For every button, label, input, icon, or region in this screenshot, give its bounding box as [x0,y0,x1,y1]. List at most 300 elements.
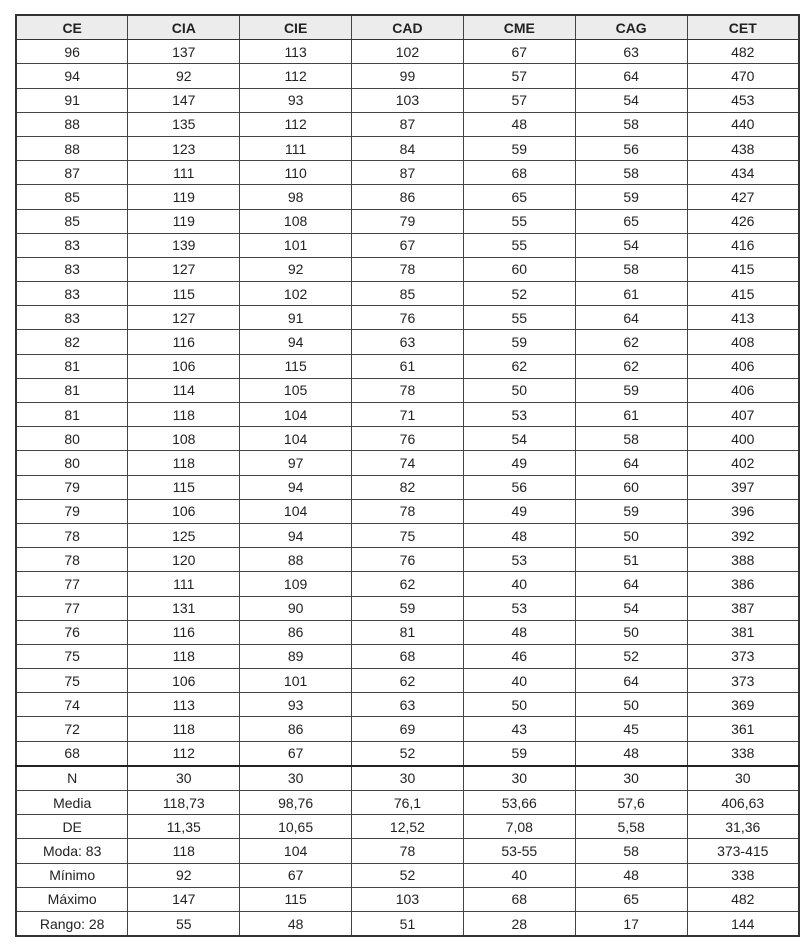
cell-cag: 48 [575,741,687,766]
cell-cag: 57,6 [575,791,687,815]
cell-cag: 64 [575,572,687,596]
cell-cad: 69 [352,717,464,741]
cell-cme: 53 [463,548,575,572]
cell-cet: 413 [687,306,799,330]
scores-table [15,14,800,937]
table-row [16,282,799,306]
cell-ce: 79 [16,475,128,499]
cell-ce: Media [16,791,128,815]
cell-cet: 426 [687,209,799,233]
cell-cet: 388 [687,548,799,572]
cell-cet: 396 [687,499,799,523]
cell-cag: 45 [575,717,687,741]
cell-cad: 63 [352,693,464,717]
cell-cie: 104 [240,499,352,523]
cell-ce: 88 [16,112,128,136]
cell-cag: 5,58 [575,815,687,839]
cell-cme: 54 [463,427,575,451]
cell-ce: 83 [16,306,128,330]
cell-cet: 31,36 [687,815,799,839]
cell-cad: 86 [352,185,464,209]
cell-cet: 30 [687,766,799,791]
cell-cag: 64 [575,64,687,88]
cell-cme: 59 [463,330,575,354]
cell-cia: 55 [128,911,240,936]
table-row [16,88,799,112]
cell-cag: 52 [575,644,687,668]
cell-cet: 440 [687,112,799,136]
cell-cme: 56 [463,475,575,499]
cell-cie: 111 [240,136,352,160]
cell-cag: 58 [575,257,687,281]
cell-ce: 83 [16,257,128,281]
cell-cme: 67 [463,40,575,64]
cell-cad: 78 [352,499,464,523]
cell-cme: 52 [463,282,575,306]
table-row [16,596,799,620]
cell-cag: 54 [575,596,687,620]
column-header-cie: CIE [240,15,352,40]
cell-cet: 406,63 [687,791,799,815]
cell-cet: 406 [687,354,799,378]
cell-ce: 96 [16,40,128,64]
table-row [16,741,799,766]
cell-cme: 57 [463,64,575,88]
cell-cme: 53 [463,403,575,427]
cell-cad: 82 [352,475,464,499]
table-row [16,306,799,330]
cell-cie: 101 [240,233,352,257]
cell-cia: 119 [128,209,240,233]
summary-row [16,815,799,839]
cell-cie: 90 [240,596,352,620]
cell-ce: Rango: 28 [16,911,128,936]
cell-cme: 59 [463,741,575,766]
summary-row [16,766,799,791]
cell-cad: 12,52 [352,815,464,839]
cell-cie: 30 [240,766,352,791]
cell-cme: 57 [463,88,575,112]
cell-cia: 92 [128,64,240,88]
cell-cia: 112 [128,741,240,766]
cell-cie: 86 [240,620,352,644]
cell-cia: 106 [128,669,240,693]
cell-cag: 54 [575,88,687,112]
cell-cia: 125 [128,523,240,547]
column-header-ce: CE [16,15,128,40]
cell-cad: 78 [352,257,464,281]
cell-cie: 93 [240,88,352,112]
cell-cia: 118,73 [128,791,240,815]
summary-row [16,887,799,911]
cell-ce: 81 [16,378,128,402]
cell-cme: 43 [463,717,575,741]
cell-cme: 53 [463,596,575,620]
cell-cad: 76 [352,306,464,330]
cell-ce: 80 [16,427,128,451]
cell-cie: 101 [240,669,352,693]
table-row [16,185,799,209]
cell-cet: 482 [687,887,799,911]
cell-cad: 67 [352,233,464,257]
cell-cie: 48 [240,911,352,936]
cell-ce: 83 [16,282,128,306]
cell-cie: 92 [240,257,352,281]
cell-ce: 94 [16,64,128,88]
cell-cia: 139 [128,233,240,257]
cell-cia: 111 [128,161,240,185]
cell-cag: 58 [575,161,687,185]
table-row [16,451,799,475]
cell-cag: 50 [575,620,687,644]
cell-cme: 40 [463,572,575,596]
cell-cie: 94 [240,523,352,547]
cell-cet: 397 [687,475,799,499]
cell-cie: 98 [240,185,352,209]
cell-cad: 76 [352,427,464,451]
cell-cag: 59 [575,378,687,402]
cell-cad: 71 [352,403,464,427]
summary-row [16,791,799,815]
cell-cme: 65 [463,185,575,209]
table-body [16,40,799,936]
cell-cia: 106 [128,499,240,523]
cell-cia: 115 [128,282,240,306]
cell-cad: 81 [352,620,464,644]
table-header [16,15,799,40]
cell-cad: 52 [352,741,464,766]
cell-cad: 84 [352,136,464,160]
table-row [16,354,799,378]
cell-cme: 62 [463,354,575,378]
cell-cad: 78 [352,378,464,402]
cell-cie: 104 [240,403,352,427]
cell-ce: Mínimo [16,863,128,887]
cell-cia: 116 [128,330,240,354]
cell-cme: 55 [463,233,575,257]
cell-ce: 78 [16,548,128,572]
cell-cet: 361 [687,717,799,741]
cell-cag: 65 [575,209,687,233]
cell-cme: 53-55 [463,839,575,863]
cell-cad: 102 [352,40,464,64]
cell-cag: 58 [575,112,687,136]
cell-cet: 338 [687,863,799,887]
cell-cie: 67 [240,741,352,766]
cell-cia: 106 [128,354,240,378]
table-row [16,161,799,185]
cell-cag: 63 [575,40,687,64]
cell-ce: 85 [16,185,128,209]
table-row [16,378,799,402]
cell-cme: 28 [463,911,575,936]
cell-cag: 59 [575,185,687,209]
cell-cag: 64 [575,669,687,693]
cell-cia: 118 [128,839,240,863]
cell-cad: 51 [352,911,464,936]
cell-cme: 40 [463,669,575,693]
cell-cad: 62 [352,572,464,596]
cell-cag: 64 [575,451,687,475]
cell-cet: 402 [687,451,799,475]
table-row [16,548,799,572]
cell-cia: 118 [128,717,240,741]
table-row [16,64,799,88]
cell-cia: 127 [128,306,240,330]
cell-cad: 87 [352,161,464,185]
cell-cet: 415 [687,282,799,306]
table-row [16,475,799,499]
cell-ce: Moda: 83 [16,839,128,863]
cell-cad: 68 [352,644,464,668]
cell-cie: 115 [240,354,352,378]
cell-cet: 400 [687,427,799,451]
cell-cie: 113 [240,40,352,64]
cell-cme: 46 [463,644,575,668]
cell-cad: 63 [352,330,464,354]
cell-cie: 67 [240,863,352,887]
cell-ce: 68 [16,741,128,766]
cell-cet: 386 [687,572,799,596]
cell-ce: Máximo [16,887,128,911]
cell-cia: 147 [128,887,240,911]
cell-cme: 68 [463,887,575,911]
cell-ce: 76 [16,620,128,644]
cell-cme: 59 [463,136,575,160]
cell-cad: 75 [352,523,464,547]
cell-cie: 94 [240,330,352,354]
table-row [16,693,799,717]
cell-cia: 123 [128,136,240,160]
cell-cet: 470 [687,64,799,88]
cell-cet: 408 [687,330,799,354]
cell-cad: 78 [352,839,464,863]
cell-cag: 60 [575,475,687,499]
cell-cet: 369 [687,693,799,717]
table-row [16,499,799,523]
cell-cie: 10,65 [240,815,352,839]
cell-cme: 50 [463,378,575,402]
table-row [16,523,799,547]
cell-ce: 75 [16,644,128,668]
cell-cia: 108 [128,427,240,451]
cell-cie: 112 [240,112,352,136]
cell-cme: 48 [463,112,575,136]
cell-cia: 114 [128,378,240,402]
cell-cme: 53,66 [463,791,575,815]
cell-cad: 74 [352,451,464,475]
summary-row [16,863,799,887]
cell-cet: 453 [687,88,799,112]
cell-cme: 48 [463,620,575,644]
column-header-cet: CET [687,15,799,40]
cell-cia: 119 [128,185,240,209]
cell-cia: 135 [128,112,240,136]
cell-cad: 85 [352,282,464,306]
cell-cet: 373-415 [687,839,799,863]
cell-ce: 82 [16,330,128,354]
cell-cet: 438 [687,136,799,160]
cell-cet: 406 [687,378,799,402]
cell-ce: 85 [16,209,128,233]
cell-cie: 104 [240,839,352,863]
cell-cad: 79 [352,209,464,233]
cell-cme: 48 [463,523,575,547]
cell-cme: 60 [463,257,575,281]
cell-ce: 79 [16,499,128,523]
table-row [16,572,799,596]
cell-cag: 54 [575,233,687,257]
cell-cet: 144 [687,911,799,936]
cell-cet: 387 [687,596,799,620]
cell-ce: 83 [16,233,128,257]
cell-cag: 61 [575,403,687,427]
cell-cia: 118 [128,644,240,668]
cell-cag: 62 [575,330,687,354]
cell-ce: 87 [16,161,128,185]
cell-cie: 104 [240,427,352,451]
cell-cia: 118 [128,451,240,475]
cell-cie: 98,76 [240,791,352,815]
cell-cag: 61 [575,282,687,306]
cell-cad: 30 [352,766,464,791]
cell-cad: 61 [352,354,464,378]
cell-cet: 381 [687,620,799,644]
cell-ce: 74 [16,693,128,717]
cell-cia: 118 [128,403,240,427]
cell-cie: 105 [240,378,352,402]
cell-cad: 87 [352,112,464,136]
cell-ce: 91 [16,88,128,112]
cell-ce: 81 [16,354,128,378]
cell-cag: 17 [575,911,687,936]
cell-cad: 62 [352,669,464,693]
cell-cme: 49 [463,499,575,523]
table-row [16,717,799,741]
cell-cad: 76,1 [352,791,464,815]
cell-ce: 77 [16,572,128,596]
cell-cet: 415 [687,257,799,281]
table-row [16,620,799,644]
cell-ce: N [16,766,128,791]
cell-cad: 99 [352,64,464,88]
cell-cie: 97 [240,451,352,475]
cell-cag: 50 [575,523,687,547]
cell-cia: 137 [128,40,240,64]
cell-cie: 91 [240,306,352,330]
cell-cie: 112 [240,64,352,88]
table-row [16,233,799,257]
cell-cia: 127 [128,257,240,281]
cell-cag: 30 [575,766,687,791]
cell-cme: 50 [463,693,575,717]
cell-cie: 93 [240,693,352,717]
cell-cet: 373 [687,644,799,668]
table-row [16,644,799,668]
cell-cag: 50 [575,693,687,717]
cell-cag: 62 [575,354,687,378]
column-header-cad: CAD [352,15,464,40]
cell-cet: 427 [687,185,799,209]
cell-cme: 40 [463,863,575,887]
table-row [16,257,799,281]
cell-cie: 110 [240,161,352,185]
cell-cia: 111 [128,572,240,596]
column-header-cme: CME [463,15,575,40]
cell-cme: 30 [463,766,575,791]
cell-cag: 48 [575,863,687,887]
table-row [16,136,799,160]
column-header-cag: CAG [575,15,687,40]
table-row [16,209,799,233]
cell-ce: 81 [16,403,128,427]
cell-cag: 58 [575,839,687,863]
cell-cet: 434 [687,161,799,185]
cell-ce: 78 [16,523,128,547]
cell-cia: 113 [128,693,240,717]
cell-ce: 75 [16,669,128,693]
cell-cia: 92 [128,863,240,887]
cell-cag: 58 [575,427,687,451]
table-row [16,669,799,693]
cell-cag: 64 [575,306,687,330]
cell-cia: 115 [128,475,240,499]
cell-cad: 52 [352,863,464,887]
cell-cie: 109 [240,572,352,596]
cell-cia: 147 [128,88,240,112]
cell-ce: 72 [16,717,128,741]
cell-cme: 55 [463,209,575,233]
cell-cia: 131 [128,596,240,620]
header-row [16,15,799,40]
cell-cme: 68 [463,161,575,185]
cell-cet: 392 [687,523,799,547]
table-row [16,403,799,427]
cell-cag: 56 [575,136,687,160]
cell-cet: 482 [687,40,799,64]
cell-cad: 76 [352,548,464,572]
table-row [16,40,799,64]
cell-cie: 86 [240,717,352,741]
cell-cet: 407 [687,403,799,427]
cell-ce: 77 [16,596,128,620]
cell-cag: 65 [575,887,687,911]
cell-cad: 103 [352,88,464,112]
table-row [16,112,799,136]
column-header-cia: CIA [128,15,240,40]
cell-ce: 88 [16,136,128,160]
cell-cie: 102 [240,282,352,306]
cell-cad: 103 [352,887,464,911]
cell-cie: 115 [240,887,352,911]
cell-cie: 108 [240,209,352,233]
table-row [16,330,799,354]
cell-cet: 338 [687,741,799,766]
cell-cie: 94 [240,475,352,499]
cell-cia: 30 [128,766,240,791]
cell-cia: 11,35 [128,815,240,839]
cell-ce: DE [16,815,128,839]
summary-row [16,839,799,863]
cell-cie: 89 [240,644,352,668]
cell-cag: 59 [575,499,687,523]
cell-ce: 80 [16,451,128,475]
cell-cme: 7,08 [463,815,575,839]
cell-cia: 116 [128,620,240,644]
cell-cme: 49 [463,451,575,475]
cell-cet: 416 [687,233,799,257]
cell-cad: 59 [352,596,464,620]
